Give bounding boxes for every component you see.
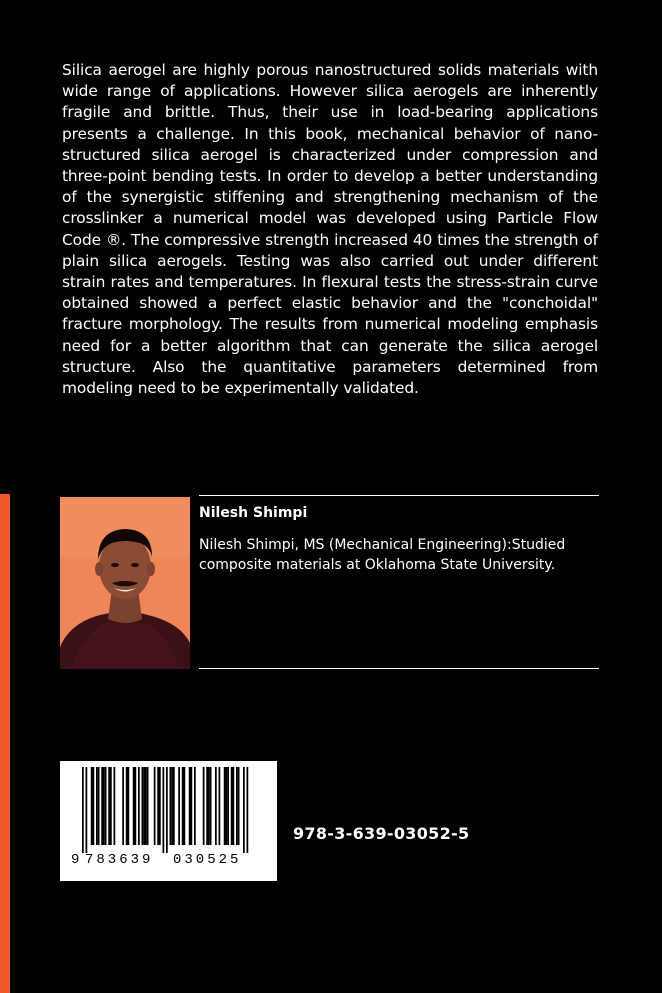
barcode-bar	[145, 767, 147, 845]
barcode-bars	[82, 767, 248, 853]
back-cover-blurb: Silica aerogel are highly porous nanostructured solids materials with wide range of applications. However silica aerogels are inherently fragile and brittle. Thus, their use in load-bearing applications presents a challenge. In this book, mechanical behavior of nano-structured silica aerogel is characterized under compression and three-point bending tests. In order to develop a better understanding of the synergistic stiffening and strengthening mechanism of the crosslinker a numerical model was developed using Particle Flow Code ®. The compressive strength increased 40 times the strength of plain silica aerogels. Testing was also carried out under different strain rates and temperatures. In flexural tests the stress-strain curve obtained showed a perfect elastic behavior and the "conchoidal" fracture morphology. The results from numerical modeling emphasis need for a better algorithm that can generate the silica aerogel structure. Also the quantitative parameters determined from modeling need to be experimentally validated.	[62, 61, 598, 398]
barcode-digits-right: 030525	[173, 852, 242, 868]
barcode-bar	[122, 767, 124, 845]
barcode-bar	[93, 767, 95, 845]
barcode-bar	[189, 767, 191, 845]
barcode-bar	[143, 767, 145, 845]
barcode-bar	[114, 767, 116, 845]
barcode-bar	[215, 767, 217, 845]
barcode-bar	[82, 767, 84, 853]
barcode-bar	[138, 767, 140, 845]
barcode-digit-first: 9	[71, 852, 80, 868]
barcode-bar	[184, 767, 186, 845]
barcode-bar	[154, 767, 156, 845]
barcode-bar	[227, 767, 229, 845]
barcode-bar	[243, 767, 245, 853]
barcode-bar	[203, 767, 205, 845]
barcode-bar	[208, 767, 210, 845]
barcode-bar	[231, 767, 233, 845]
author-photo	[60, 497, 190, 669]
barcode-bar	[86, 767, 88, 853]
barcode-bar	[171, 767, 173, 845]
author-bio: Nilesh Shimpi, MS (Mechanical Engineering):Studied composite materials at Oklahoma State University.	[199, 537, 566, 573]
barcode-bar	[147, 767, 149, 845]
barcode-bar	[133, 767, 135, 845]
barcode-bar	[96, 767, 98, 845]
barcode-bar	[108, 767, 110, 845]
barcode-bar	[219, 767, 221, 845]
barcode-bar	[226, 767, 228, 845]
barcode-bar	[224, 767, 226, 845]
barcode-bar	[142, 767, 144, 845]
barcode-bar	[110, 767, 112, 845]
author-name: Nilesh Shimpi	[199, 505, 308, 521]
barcode-bar	[233, 767, 235, 845]
isbn-barcode	[60, 761, 277, 881]
barcode-bar	[98, 767, 100, 845]
barcode-digits-left: 783639	[85, 852, 154, 868]
barcode-bar	[173, 767, 175, 845]
barcode-bar	[206, 767, 208, 845]
author-divider-bottom	[199, 668, 599, 669]
barcode-bar	[135, 767, 137, 845]
barcode-bar	[159, 767, 161, 845]
isbn-number: 978-3-639-03052-5	[293, 824, 470, 843]
barcode-bar	[236, 767, 238, 845]
barcode-bar	[191, 767, 193, 845]
barcode-bar	[103, 767, 105, 845]
barcode-bar	[101, 767, 103, 845]
accent-strip	[0, 494, 10, 993]
barcode-bar	[178, 767, 180, 845]
barcode-bar	[157, 767, 159, 845]
barcode-bar	[247, 767, 249, 853]
barcode-bar	[210, 767, 212, 845]
barcode-bar	[163, 767, 165, 853]
barcode-bar	[238, 767, 240, 845]
barcode-bar	[126, 767, 128, 845]
barcode-bar	[105, 767, 107, 845]
barcode-bar	[182, 767, 184, 845]
author-divider-top	[199, 495, 599, 496]
barcode-bar	[91, 767, 93, 845]
barcode-bar	[166, 767, 168, 853]
barcode-bar	[128, 767, 130, 845]
barcode-bar	[194, 767, 196, 845]
barcode-bar	[170, 767, 172, 845]
